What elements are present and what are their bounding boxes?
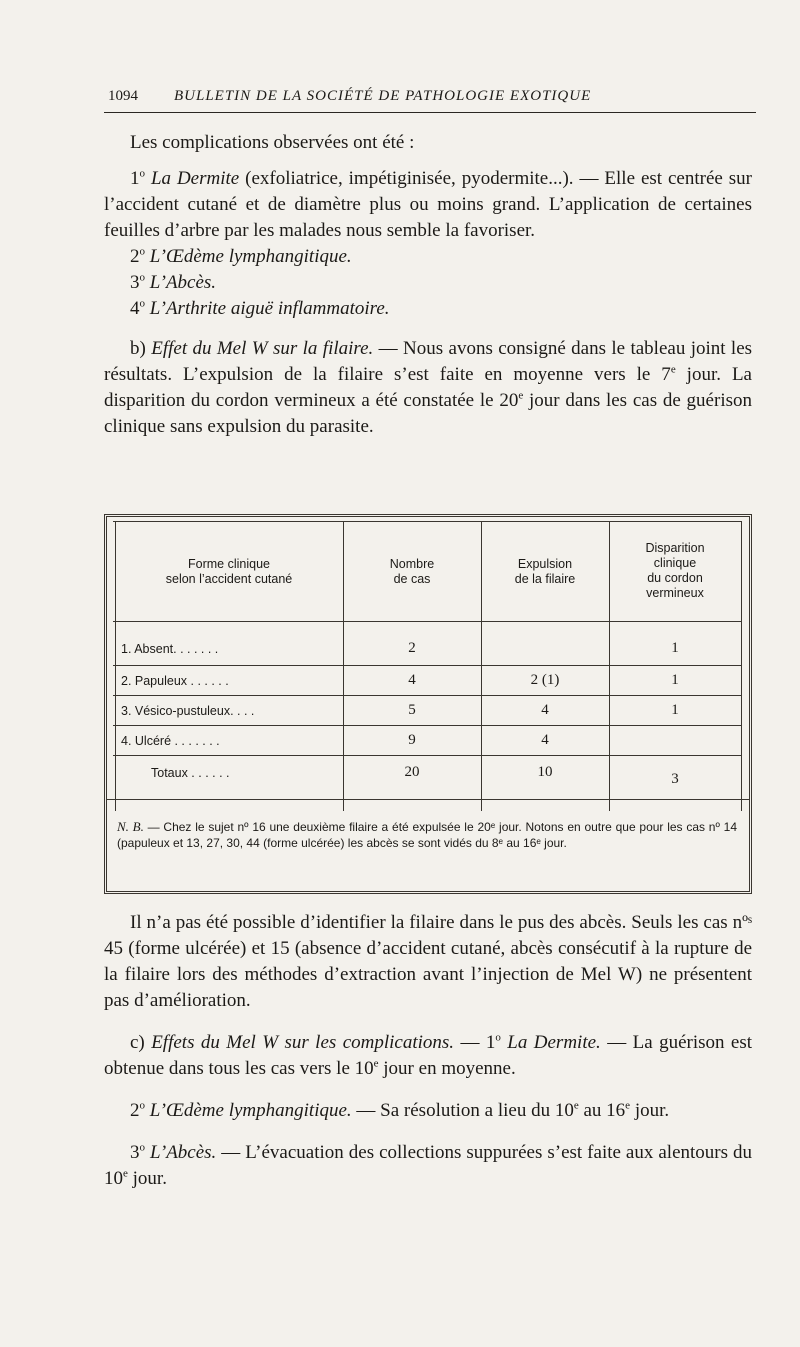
journal-title: BULLETIN DE LA SOCIÉTÉ DE PATHOLOGIE EXOTIQUE [174,88,592,104]
row-disparition: 1 [671,702,679,718]
row-label: 4. Ulcéré . . . . . . . [121,734,220,748]
table-rule [107,799,749,800]
results-table [104,514,752,894]
abces-item-paragraph: 3$^o$ L’Abcès. — L’évacuation des collections suppurées s’est faite aux alentours du 10e jour. [104,1141,752,1189]
totals-disparition: 3 [671,771,679,787]
totals-expulsion: 10 [537,764,553,780]
row-expulsion: 4 [541,702,549,718]
header-disparition: Disparition clinique du cordon vermineux [645,541,705,600]
header-nombre-cas: Nombre de cas [389,557,435,586]
section-b-title: Effet du Mel W sur la filaire. [151,338,374,359]
section-c-title: Effets du Mel W sur les complications. [151,1032,455,1053]
running-header [104,88,756,113]
oedeme-paragraph: 2$^o$ L’Œdème lymphangitique. — Sa résolution a lieu du 10e au 16e jour. [130,1099,670,1121]
row-label: 2. Papuleux . . . . . . [121,674,229,688]
complication-1-text: (exfoliatrice, impétiginisée, pyodermite...). — Elle est centrée sur l’accident cutané et de diamètre plus ou moins grand. L’application de certaines feuilles d’arbre par les malades nous semble la favoriser. [104,168,752,241]
complication-2: 2$^o$ L’Œdème lymphangitique. [130,245,352,267]
intro-line: Les complications observées ont été : [130,132,415,153]
table-rule [343,521,344,811]
complication-1: 1$^o$ La Dermite (exfoliatrice, impétiginisée, pyodermite...). — Elle est centrée sur l’accident cutané et de diamètre plus ou moins grand. L’application de certaines feuilles d’arbre par les malades nous semble la favoriser. [104,167,752,241]
note-text: — Chez le sujet nº 16 une deuxième filaire a été expulsée le 20ᵉ jour. Notons en outre que pour les cas nº 14 (papuleux et 13, 27, 30, 44 (forme ulcérée) les abcès se sont vidés du 8ᵉ au 16ᵉ jour. [117,820,737,850]
header-forme-clinique: Forme clinique selon l’accident cutané [165,557,293,586]
row-label: 3. Vésico-pustuleux. . . . [121,704,255,718]
table-note [117,819,737,851]
table-rule [113,621,741,622]
row-cases: 4 [408,672,416,688]
row-cases: 9 [408,732,416,748]
complications-block [104,130,752,440]
table-rule [113,665,741,666]
table-rule [741,521,742,811]
section-b-paragraph: b) Effet du Mel W sur la filaire. — Nous avons consigné dans le tableau joint les résultats. L’expulsion de la filaire s’est faite en moyenne vers le 7e jour. La disparition du cordon vermineux a été constatée le 20e jour dans les cas de guérison clinique sans expulsion du parasite. [104,338,753,437]
row-cases: 2 [408,640,416,656]
row-expulsion: 2 (1) [530,672,560,688]
row-cases: 5 [408,702,416,718]
row-disparition: 1 [671,672,679,688]
abces-paragraph: Il n’a pas été possible d’identifier la filaire dans le pus des abcès. Seuls les cas nºˢ 45 (forme ulcérée) et 15 (absence d’accident cutané, abcès consécutif à la rupture de la filaire lors des méthodes d’extraction avant l’injection de Mel W) ne présentent pas d’amélioration. [104,912,752,1011]
section-c-paragraph: c) Effets du Mel W sur les complications. — 1$^o$ La Dermite. — La guérison est obtenue dans tous les cas vers le 10e jour en moyenne. [104,1031,753,1079]
note-label: N. B. [117,819,144,834]
table-rule [481,521,482,811]
conclusions-block [104,910,752,1192]
table-rule [609,521,610,811]
page-number: 1094 [108,88,138,104]
table-rule [113,695,741,696]
totals-label: Totaux . . . . . . [151,766,230,780]
table-rule [113,755,741,756]
table-rule [113,725,741,726]
complication-4: 4$^o$ L’Arthrite aiguë inflammatoire. [130,297,390,319]
row-label: 1. Absent. . . . . . . [121,642,219,656]
totals-cases: 20 [404,764,420,780]
table-rule [115,521,116,811]
complication-3: 3$^o$ L’Abcès. [130,271,217,293]
header-expulsion: Expulsion de la filaire [514,557,576,586]
complication-1-name: La Dermite [150,168,240,189]
row-disparition: 1 [671,640,679,656]
row-expulsion: 4 [541,732,549,748]
table-rule [113,521,741,522]
